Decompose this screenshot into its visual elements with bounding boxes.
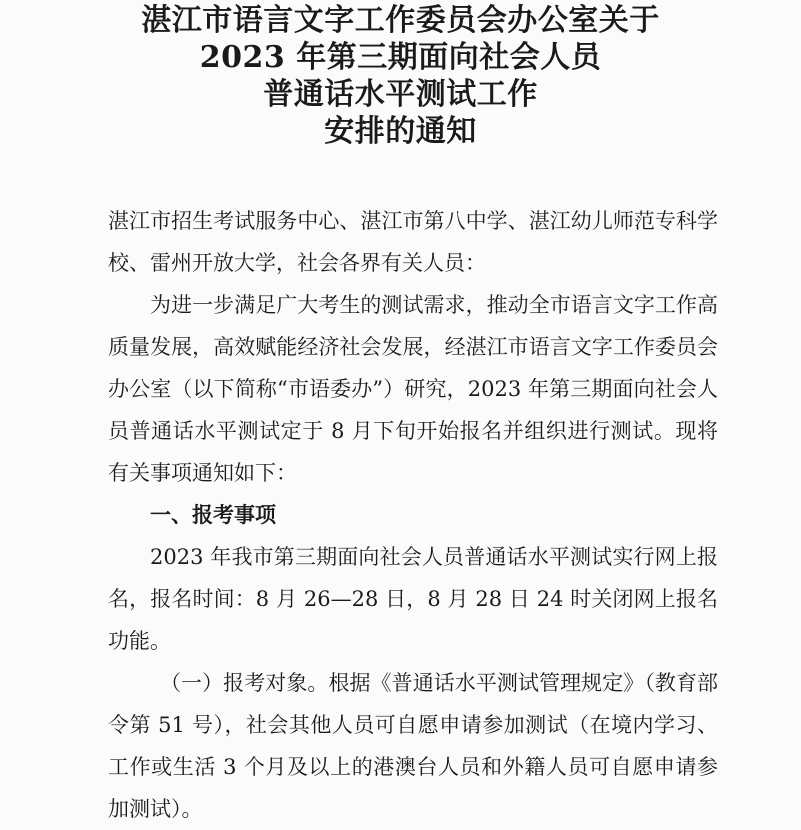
section1-heading: 一、报考事项 [150,502,276,527]
title-line-2: 2023 年第三期面向社会人员 [199,40,602,75]
title-line-1: 湛江市语言文字工作委员会办公室关于 [141,3,660,38]
title-line-3: 普通话水平测试工作 [263,77,538,112]
document-body [108,200,718,830]
title-line-4: 安排的通知 [324,114,477,149]
section1-paragraph: 2023 年我市第三期面向社会人员普通话水平测试实行网上报名，报名时间：8 月 26—28 日，8 月 28 日 24 时关闭网上报名功能。 [108,545,718,653]
intro-paragraph: 为进一步满足广大考生的测试需求，推动全市语言文字工作高质量发展，高效赋能经济社会发展，经湛江市语言文字工作委员会办公室（以下简称“市语委办”）研究，2023 年第三期面向社会人员普通话水平测试定于 8 月下旬开始报名并组织进行测试。现将有关事项通知如下： [108,293,718,485]
document-title [0,0,801,150]
sub1-paragraph: （一）报考对象。根据《普通话水平测试管理规定》（教育部令第 51 号），社会其他人员可自愿申请参加测试（在境内学习、工作或生活 3 个月及以上的港澳台人员和外籍人员可自愿申请参加测试）。 [108,671,718,821]
addressee-paragraph: 湛江市招生考试服务中心、湛江市第八中学、湛江幼儿师范专科学校、雷州开放大学，社会各界有关人员： [108,209,718,275]
